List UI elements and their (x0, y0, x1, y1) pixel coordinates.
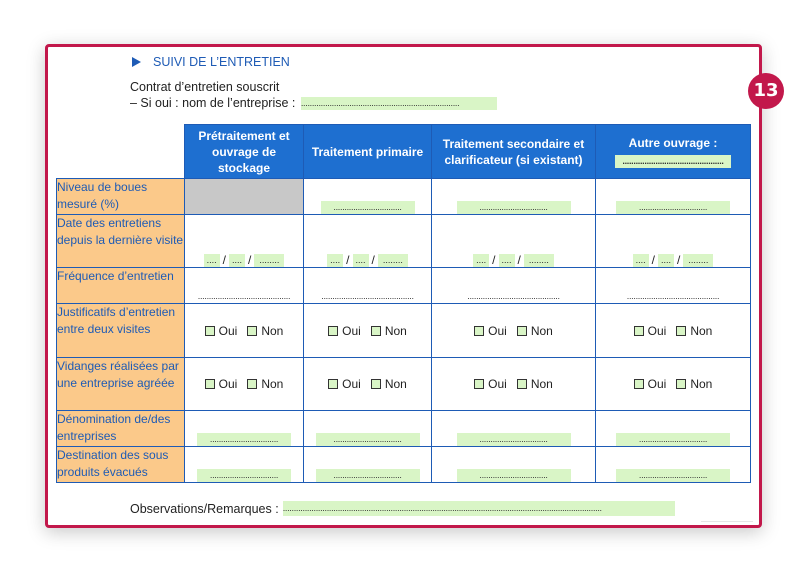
row-frequence: Fréquence d’entretien (57, 268, 185, 304)
table-cell (432, 268, 596, 304)
contract-block (130, 79, 497, 111)
date-year-field[interactable]: ........ (254, 254, 284, 267)
table-cell (304, 411, 432, 447)
oui-checkbox[interactable] (474, 379, 484, 389)
date-day-field[interactable]: .... (473, 254, 489, 267)
table-cell (596, 179, 751, 215)
table-cell: Oui Non (596, 304, 751, 358)
table-cell (432, 179, 596, 215)
table-cell (432, 447, 596, 483)
niveau-autre-field[interactable]: ............................... (616, 201, 730, 214)
table-cell: .... / .... / ........ (432, 215, 596, 268)
denomination-pretraitement-field[interactable]: ............................... (197, 433, 291, 446)
frequence-primaire-field[interactable]: .......................................... (321, 291, 414, 301)
denomination-secondaire-field[interactable]: ............................... (457, 433, 571, 446)
col-pretraitement: Prétraitement et ouvrage de stockage (185, 125, 304, 179)
row-destination: Destination des sous produits évacués (57, 447, 185, 483)
triangle-bullet-icon (132, 57, 141, 67)
table-cell (596, 411, 751, 447)
observations-field[interactable]: ................................................................................................................................................. (283, 501, 675, 516)
table-cell (304, 447, 432, 483)
maintenance-table (56, 124, 751, 483)
table-cell (596, 447, 751, 483)
non-checkbox[interactable] (517, 326, 527, 336)
niveau-primaire-field[interactable]: ............................... (321, 201, 415, 214)
table-cell (304, 268, 432, 304)
non-checkbox[interactable] (676, 326, 686, 336)
col-primaire: Traitement primaire (304, 125, 432, 179)
cell-disabled (185, 179, 304, 215)
non-checkbox[interactable] (247, 326, 257, 336)
table-cell (185, 268, 304, 304)
date-month-field[interactable]: .... (658, 254, 674, 267)
row-date-entretiens: Date des entretiens depuis la dernière visite (57, 215, 185, 268)
table-cell: .... / .... / ........ (304, 215, 432, 268)
col-autre-label: Autre ouvrage : (628, 136, 718, 151)
table-cell: Oui Non (185, 358, 304, 411)
date-day-field[interactable]: .... (633, 254, 649, 267)
oui-checkbox[interactable] (634, 379, 644, 389)
frequence-autre-field[interactable]: .......................................... (626, 291, 720, 301)
row-denomination: Dénomination de/des entreprises (57, 411, 185, 447)
non-checkbox[interactable] (247, 379, 257, 389)
niveau-secondaire-field[interactable]: ............................... (457, 201, 571, 214)
col-autre (596, 125, 751, 179)
date-month-field[interactable]: .... (353, 254, 369, 267)
date-month-field[interactable]: .... (229, 254, 245, 267)
table-cell (432, 411, 596, 447)
non-checkbox[interactable] (371, 326, 381, 336)
row-vidanges: Vidanges réalisées par une entreprise agréée (57, 358, 185, 411)
oui-checkbox[interactable] (634, 326, 644, 336)
table-cell (304, 179, 432, 215)
date-year-field[interactable]: ........ (378, 254, 408, 267)
non-checkbox[interactable] (676, 379, 686, 389)
non-checkbox[interactable] (517, 379, 527, 389)
table-cell: Oui Non (304, 358, 432, 411)
contract-line2 (130, 95, 497, 111)
table-cell: Oui Non (304, 304, 432, 358)
oui-checkbox[interactable] (205, 326, 215, 336)
frequence-secondaire-field[interactable]: .......................................... (467, 291, 560, 301)
table-cell (596, 268, 751, 304)
frequence-pretraitement-field[interactable]: .......................................... (197, 291, 291, 301)
observations-block (130, 501, 675, 516)
oui-checkbox[interactable] (328, 379, 338, 389)
company-name-field[interactable]: ........................................................................ (301, 97, 497, 110)
oui-checkbox[interactable] (328, 326, 338, 336)
oui-checkbox[interactable] (474, 326, 484, 336)
table-cell: Oui Non (432, 358, 596, 411)
table-cell: .... / .... / ........ (185, 215, 304, 268)
row-justificatifs: Justificatifs d’entretien entre deux visites (57, 304, 185, 358)
date-year-field[interactable]: ........ (683, 254, 713, 267)
page-number-badge: 13 (748, 73, 784, 109)
date-month-field[interactable]: .... (499, 254, 515, 267)
row-niveau-boues: Niveau de boues mesuré (%) (57, 179, 185, 215)
table-cell (185, 447, 304, 483)
table-corner (57, 125, 185, 179)
contract-company-label: – Si oui : nom de l’entreprise : (130, 96, 296, 110)
non-checkbox[interactable] (371, 379, 381, 389)
table-cell: Oui Non (596, 358, 751, 411)
observations-label: Observations/Remarques : (130, 501, 279, 516)
divider (701, 521, 753, 522)
date-year-field[interactable]: ........ (524, 254, 554, 267)
date-day-field[interactable]: .... (327, 254, 343, 267)
table-cell: Oui Non (185, 304, 304, 358)
autre-ouvrage-field[interactable]: .............................................. (615, 155, 731, 168)
contract-line1: Contrat d’entretien souscrit (130, 80, 280, 94)
table-cell: .... / .... / ........ (596, 215, 751, 268)
date-day-field[interactable]: .... (204, 254, 220, 267)
destination-secondaire-field[interactable]: ............................... (457, 469, 571, 482)
section-title (132, 54, 290, 70)
denomination-autre-field[interactable]: ............................... (616, 433, 730, 446)
oui-checkbox[interactable] (205, 379, 215, 389)
table-cell: Oui Non (432, 304, 596, 358)
destination-pretraitement-field[interactable]: ............................... (197, 469, 291, 482)
denomination-primaire-field[interactable]: ............................... (316, 433, 420, 446)
destination-primaire-field[interactable]: ............................... (316, 469, 420, 482)
col-secondaire: Traitement secondaire et clarificateur (si existant) (432, 125, 596, 179)
destination-autre-field[interactable]: ............................... (616, 469, 730, 482)
section-title-text: SUIVI DE L’ENTRETIEN (153, 55, 290, 69)
table-cell (185, 411, 304, 447)
